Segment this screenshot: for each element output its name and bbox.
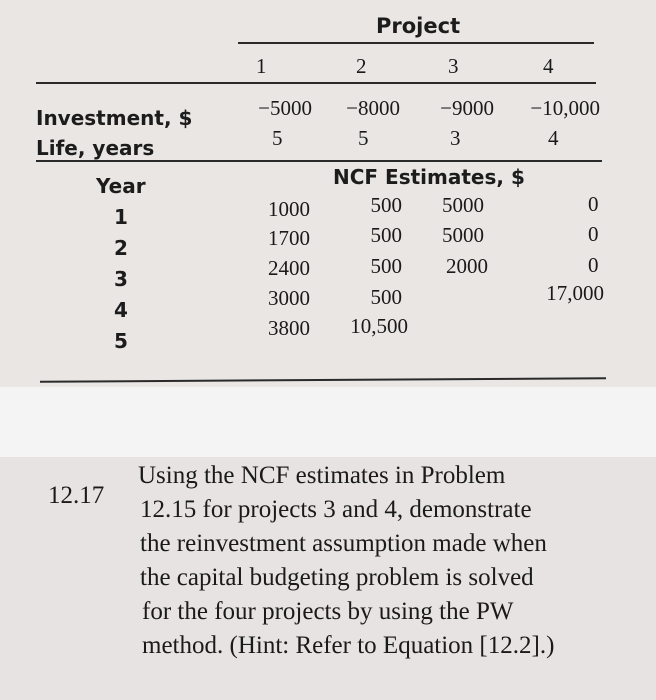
ncf-p2-y1: 500 (370, 193, 402, 217)
problem-line-3: the reinvestment assumption made when (140, 530, 547, 557)
header-rule (238, 42, 594, 44)
investment-project-1: −5000 (258, 96, 312, 120)
problem-line-4: the capital budgeting problem is solved (140, 564, 534, 591)
ncf-p2-y3: 500 (370, 254, 402, 278)
ncf-p2-y5: 10,500 (350, 314, 408, 338)
ncf-p4-y1: 0 (588, 192, 599, 216)
row-label-life: Life, years (36, 136, 155, 160)
investment-project-3: −9000 (440, 96, 494, 120)
life-project-3: 3 (450, 126, 461, 150)
life-project-1: 5 (272, 126, 283, 150)
col-header-4: 4 (543, 54, 554, 78)
column-header-rule (36, 82, 596, 84)
problem-line-5: for the four projects by using the PW (142, 598, 514, 625)
investment-project-4: −10,000 (530, 96, 600, 120)
ncf-p4-y3: 0 (588, 253, 599, 277)
life-project-4: 4 (548, 126, 559, 150)
ncf-p4-y4: 17,000 (546, 281, 604, 305)
problem-line-2: 12.15 for projects 3 and 4, demonstrate (140, 496, 532, 523)
ncf-p1-y3: 2400 (268, 256, 310, 280)
row-label-investment: Investment, $ (36, 106, 193, 130)
ncf-p1-y5: 3800 (268, 316, 310, 340)
ncf-p1-y4: 3000 (268, 286, 310, 310)
year-1: 1 (114, 205, 128, 229)
col-header-1: 1 (256, 54, 267, 78)
year-5: 5 (114, 329, 128, 353)
life-project-2: 5 (358, 126, 369, 150)
project-header: Project (376, 14, 461, 38)
col-header-2: 2 (356, 54, 367, 78)
ncf-p3-y3: 2000 (446, 254, 488, 278)
ncf-estimates-header: NCF Estimates, $ (333, 165, 525, 189)
ncf-p4-y2: 0 (588, 222, 599, 246)
col-header-3: 3 (448, 54, 459, 78)
ncf-p1-y1: 1000 (268, 197, 310, 221)
year-3: 3 (114, 267, 128, 291)
ncf-p2-y4: 500 (370, 285, 402, 309)
page-gap (0, 387, 656, 457)
year-2: 2 (114, 236, 128, 260)
ncf-p3-y2: 5000 (442, 223, 484, 247)
ncf-p3-y1: 5000 (442, 193, 484, 217)
year-4: 4 (114, 298, 128, 322)
year-label: Year (96, 174, 146, 198)
ncf-p1-y2: 1700 (268, 226, 310, 250)
problem-number: 12.17 (48, 482, 105, 509)
investment-project-2: −8000 (346, 96, 400, 120)
problem-line-1: Using the NCF estimates in Problem (138, 462, 506, 489)
problem-line-6: method. (Hint: Refer to Equation [12.2].) (142, 632, 555, 659)
life-rule (36, 160, 602, 162)
ncf-p2-y2: 500 (370, 223, 402, 247)
